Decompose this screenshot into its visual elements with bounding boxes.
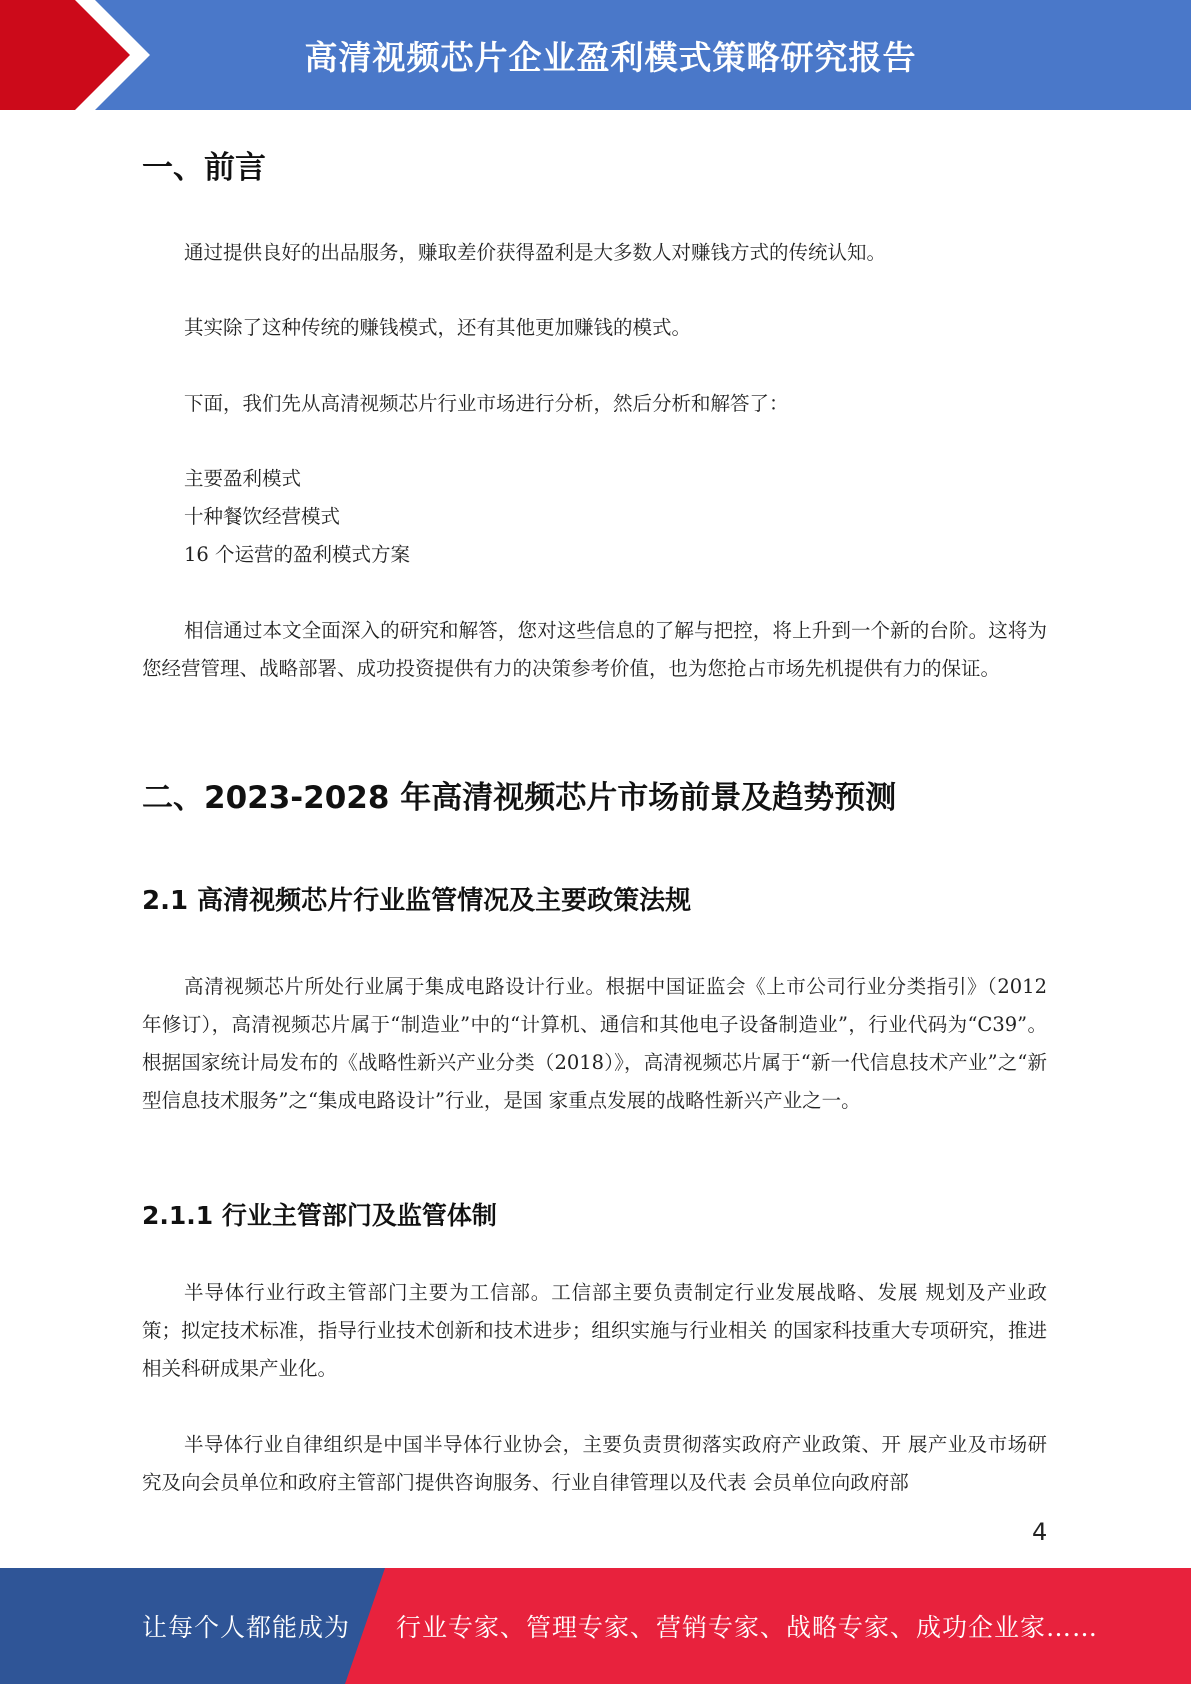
report-title: 高清视频芯片企业盈利模式策略研究报告 (304, 37, 917, 77)
footer-banner (0, 1568, 1191, 1684)
paragraph: 半导体行业自律组织是中国半导体行业协会，主要负责贯彻落实政府产业政策、开 展产业及市场研究及向会员单位和政府主管部门提供咨询服务、行业自律管理以及代表 会员单位向政府部 (142, 1433, 1047, 1494)
paragraph: 半导体行业行政主管部门主要为工信部。工信部主要负责制定行业发展战略、发展 规划及产业政策；拟定技术标准，指导行业技术创新和技术进步；组织实施与行业相关 的国家科技重大专项研究，推进相关科研成果产业化。 (142, 1281, 1047, 1380)
footer-slogan-left: 让每个人都能成为 (142, 1613, 351, 1642)
paragraph: 相信通过本文全面深入的研究和解答，您对这些信息的了解与把控，将上升到一个新的台阶。这将为您经营管理、战略部署、成功投资提供有力的决策参考价值，也为您抢占市场先机提供有力的保证。 (142, 619, 1047, 680)
list-item: 主要盈利模式 (184, 467, 302, 490)
subsection-heading: 2.1 高清视频芯片行业监管情况及主要政策法规 (142, 886, 692, 916)
footer-slogan-right: 行业专家、管理专家、营销专家、战略专家、成功企业家…… (396, 1613, 1099, 1642)
page-number: 4 (1032, 1518, 1048, 1546)
list-item: 16 个运营的盈利模式方案 (184, 543, 411, 566)
paragraph: 通过提供良好的出品服务，赚取差价获得盈利是大多数人对赚钱方式的传统认知。 (184, 241, 887, 264)
section-heading-forecast: 二、2023-2028 年高清视频芯片市场前景及趋势预测 (142, 780, 897, 816)
paragraph: 下面，我们先从高清视频芯片行业市场进行分析，然后分析和解答了： (184, 392, 789, 415)
list-item: 十种餐饮经营模式 (184, 505, 341, 528)
subsection-heading: 2.1.1 行业主管部门及监管体制 (142, 1201, 497, 1230)
paragraph: 其实除了这种传统的赚钱模式，还有其他更加赚钱的模式。 (184, 316, 692, 339)
paragraph: 高清视频芯片所处行业属于集成电路设计行业。根据中国证监会《上市公司行业分类指引》（2012 年修订），高清视频芯片属于“制造业”中的“计算机、通信和其他电子设备制造业”，行业代码为“C39”。根据国家统计局发布的《战略性新兴产业分类（2018）》，高清视频芯片属于“新一代信息技术产业”之“新型信息技术服务”之“集成电路设计”行业，是国 家重点发展的战略性新兴产业之一。 (142, 975, 1047, 1112)
section-heading-preface: 一、前言 (142, 150, 266, 186)
header-banner (0, 0, 1191, 110)
